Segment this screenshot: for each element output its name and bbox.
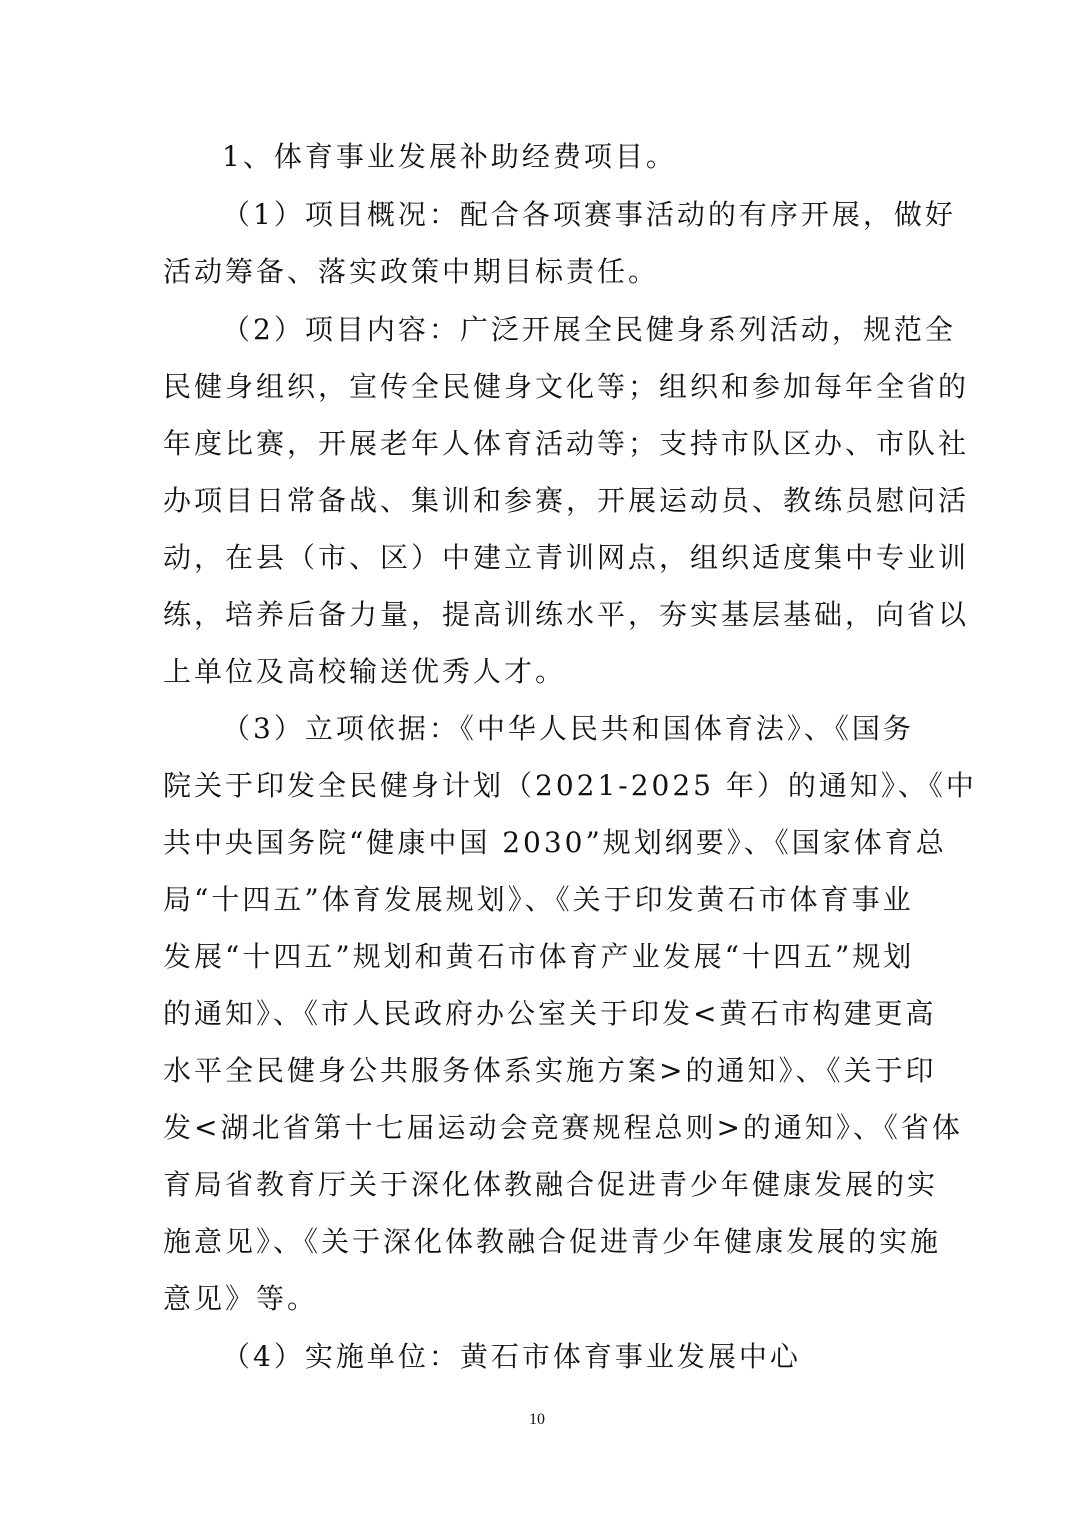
- paragraph-line: 意见》等。: [163, 1282, 319, 1315]
- paragraph-line: 办项目日常备战、集训和参赛，开展运动员、教练员慰问活: [163, 484, 970, 517]
- paragraph-line: 院关于印发全民健身计划（2021-2025 年）的通知》、《中: [163, 769, 977, 802]
- paragraph-line: （3）立项依据：《中华人民共和国体育法》、《国务: [222, 712, 914, 745]
- paragraph-line: 年度比赛，开展老年人体育活动等；支持市队区办、市队社: [163, 427, 970, 460]
- paragraph-line: 练，培养后备力量，提高训练水平，夯实基层基础，向省以: [163, 598, 970, 631]
- paragraph-line: 发<湖北省第十七届运动会竞赛规程总则>的通知》、《省体: [163, 1111, 963, 1144]
- paragraph-line: 上单位及高校输送优秀人才。: [163, 655, 567, 688]
- paragraph-line: 发展“十四五”规划和黄石市体育产业发展“十四五”规划: [163, 940, 915, 973]
- section-heading: 1、体育事业发展补助经费项目。: [222, 140, 677, 173]
- paragraph-line: 民健身组织，宣传全民健身文化等；组织和参加每年全省的: [163, 370, 970, 403]
- paragraph-line: 的通知》、《市人民政府办公室关于印发<黄石市构建更高: [163, 997, 937, 1030]
- paragraph-line: 施意见》、《关于深化体教融合促进青少年健康发展的实施: [163, 1225, 942, 1258]
- paragraph-line: 育局省教育厅关于深化体教融合促进青少年健康发展的实: [163, 1168, 939, 1201]
- paragraph-line: 局“十四五”体育发展规划》、《关于印发黄石市体育事业: [163, 883, 914, 916]
- paragraph-line: 动，在县（市、区）中建立青训网点，组织适度集中专业训: [163, 541, 970, 574]
- paragraph-line: （4）实施单位：黄石市体育事业发展中心: [222, 1340, 801, 1373]
- paragraph-line: 活动筹备、落实政策中期目标责任。: [163, 255, 660, 288]
- paragraph-line: 共中央国务院“健康中国 2030”规划纲要》、《国家体育总: [163, 826, 947, 859]
- paragraph-line: （2）项目内容：广泛开展全民健身系列活动，规范全: [222, 313, 956, 346]
- paragraph-line: （1）项目概况：配合各项赛事活动的有序开展，做好: [222, 198, 956, 231]
- paragraph-line: 水平全民健身公共服务体系实施方案>的通知》、《关于印: [163, 1054, 937, 1087]
- page-number: 10: [529, 1411, 545, 1428]
